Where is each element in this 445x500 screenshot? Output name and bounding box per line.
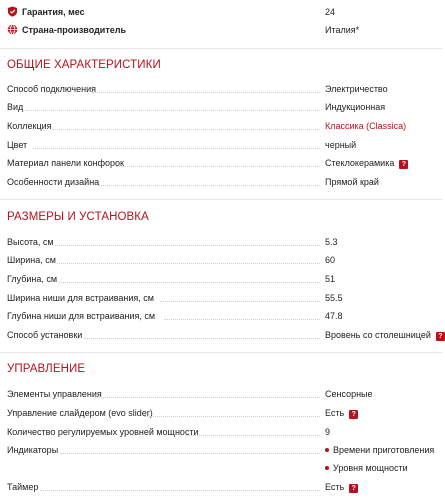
spec-row	[0, 406, 442, 420]
dotted-leader	[98, 185, 320, 186]
spec-row	[0, 387, 442, 401]
warranty-label: Гарантия, мес	[22, 7, 85, 17]
dotted-leader	[57, 263, 320, 264]
indicator-label: Уровня мощности	[333, 463, 408, 473]
section-divider	[0, 352, 442, 353]
dotted-leader	[59, 282, 320, 283]
dotted-leader	[92, 92, 320, 93]
country-label: Страна-производитель	[22, 25, 126, 35]
spec-value: Электричество	[325, 84, 388, 94]
spec-row	[0, 100, 442, 114]
dotted-leader	[60, 453, 320, 454]
spec-value: Сенсорные	[325, 389, 373, 399]
spec-label: Глубина, см	[7, 274, 58, 284]
dotted-leader	[84, 338, 320, 339]
spec-value: Есть	[325, 408, 345, 418]
spec-value: 55.5	[325, 293, 343, 303]
spec-value: черный	[325, 140, 357, 150]
spec-row	[0, 138, 442, 152]
spec-label: Количество регулируемых уровней мощности	[7, 427, 199, 437]
dotted-leader	[116, 166, 320, 167]
spec-label: Материал панели конфорок	[7, 158, 124, 168]
spec-row	[0, 175, 442, 189]
spec-row	[0, 309, 442, 323]
indicator-item	[325, 443, 434, 457]
spec-value: 9	[325, 427, 331, 437]
spec-value: Вровень со столешницей	[325, 330, 431, 340]
spec-value: Прямой край	[325, 177, 379, 187]
spec-label: Способ подключения	[7, 84, 96, 94]
spec-label: Вид	[7, 102, 24, 112]
spec-row	[0, 328, 442, 342]
section-title-general: ОБЩИЕ ХАРАКТЕРИСТИКИ	[7, 59, 161, 71]
spec-label: Ширина, см	[7, 255, 56, 265]
spec-row	[0, 235, 442, 249]
spec-label: Индикаторы	[7, 445, 59, 455]
collection-link[interactable]: Классика (Classica)	[325, 121, 407, 131]
help-icon[interactable]: ?	[436, 332, 445, 341]
dotted-leader	[160, 301, 320, 302]
spec-row	[0, 443, 442, 457]
spec-row-warranty	[0, 5, 442, 19]
spec-value-wrap	[325, 406, 358, 420]
dotted-leader	[186, 435, 320, 436]
spec-row-country	[0, 23, 442, 37]
dotted-leader	[95, 397, 320, 398]
spec-value-wrap	[325, 480, 358, 494]
dotted-leader	[52, 129, 320, 130]
dotted-leader	[55, 245, 320, 246]
spec-value: Индукционная	[325, 102, 386, 112]
spec-label: Способ установки	[7, 330, 83, 340]
dotted-leader	[26, 110, 320, 111]
section-title-control: УПРАВЛЕНИЕ	[7, 363, 86, 375]
spec-row	[0, 156, 442, 170]
section-title-dimensions: РАЗМЕРЫ И УСТАНОВКА	[7, 211, 149, 223]
spec-label: Цвет	[7, 140, 28, 150]
spec-value: 47.8	[325, 311, 343, 321]
shield-check-icon	[7, 6, 18, 17]
spec-label: Элементы управления	[7, 389, 102, 399]
spec-value: 60	[325, 255, 336, 265]
spec-value: 5.3	[325, 237, 338, 247]
spec-label: Управление слайдером (evo slider)	[7, 408, 153, 418]
spec-row	[0, 291, 442, 305]
dotted-leader	[33, 148, 320, 149]
bullet-icon	[325, 466, 329, 470]
section-divider	[0, 48, 442, 49]
spec-label: Особенности дизайна	[7, 177, 100, 187]
spec-label: Высота, см	[7, 237, 54, 247]
spec-label: Таймер	[7, 482, 39, 492]
help-icon[interactable]: ?	[349, 410, 358, 419]
spec-row	[0, 253, 442, 267]
help-icon[interactable]: ?	[349, 484, 358, 493]
dotted-leader	[164, 319, 320, 320]
bullet-icon	[325, 448, 329, 452]
globe-icon	[7, 24, 18, 35]
country-value: Италия*	[325, 25, 360, 35]
indicator-item	[325, 461, 408, 475]
spec-row	[0, 82, 442, 96]
spec-label: Ширина ниши для встраивания, см	[7, 293, 154, 303]
spec-value-wrap	[325, 156, 408, 170]
spec-value: Стеклокерамика	[325, 158, 395, 168]
indicator-label: Времени приготовления	[333, 445, 435, 455]
spec-value: 51	[325, 274, 336, 284]
spec-row	[0, 480, 442, 494]
spec-row	[0, 425, 442, 439]
dotted-leader	[144, 416, 320, 417]
spec-row	[0, 119, 442, 133]
dotted-leader	[40, 490, 320, 491]
warranty-value: 24	[325, 7, 336, 17]
spec-row	[0, 272, 442, 286]
spec-row-continued	[0, 461, 442, 475]
spec-value-wrap	[325, 328, 445, 342]
section-divider	[0, 199, 442, 200]
spec-value: Есть	[325, 482, 345, 492]
help-icon[interactable]: ?	[399, 160, 408, 169]
spec-label: Коллекция	[7, 121, 52, 131]
spec-label: Глубина ниши для встраивания, см	[7, 311, 156, 321]
